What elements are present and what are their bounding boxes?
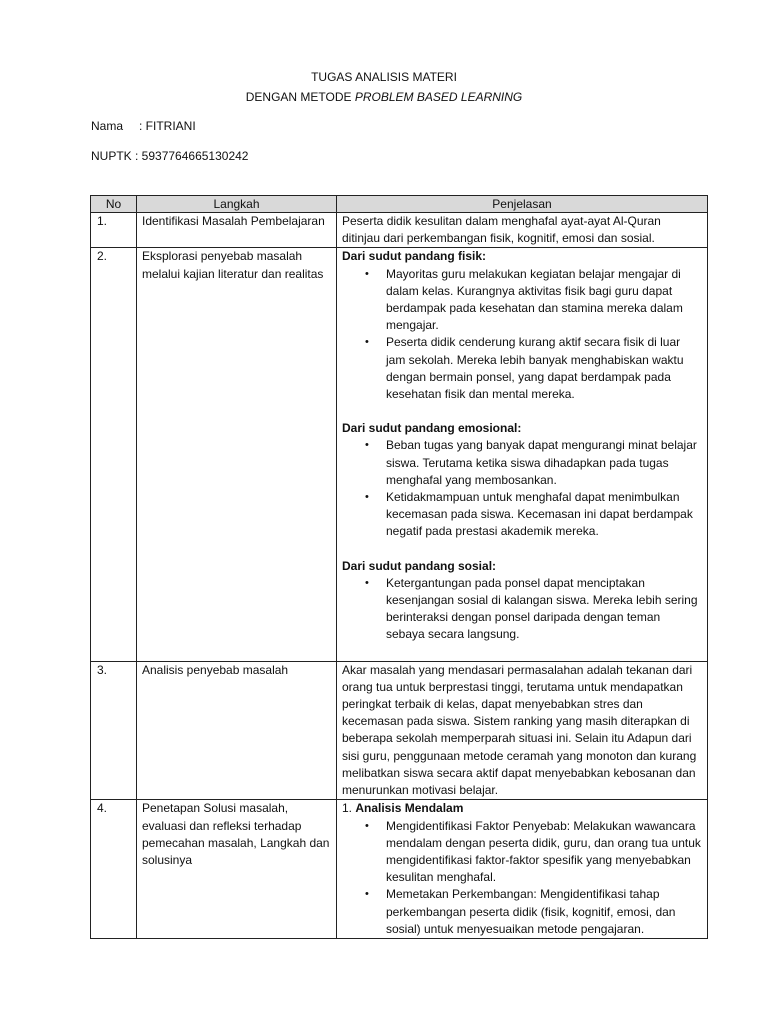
nuptk-line [91, 148, 248, 165]
bullet-list [342, 266, 702, 404]
bullet-list [342, 437, 702, 540]
section-heading: Dari sudut pandang emosional: [342, 421, 522, 436]
bullet-item: • Beban tugas yang banyak dapat mengurangi minat belajar siswa. Terutama ketika siswa dihadapkan pada tugas menghafal yang membosankan. [386, 437, 702, 489]
table-row [91, 213, 708, 248]
name-label: Nama [91, 119, 124, 133]
bullet-item: • Ketergantungan pada ponsel dapat menciptakan kesenjangan sosial di kalangan siswa. Mereka lebih sering berinteraksi dengan ponsel daripada dengan teman sebaya secara langsung. [386, 575, 702, 644]
heading-text: Analisis Mendalam [355, 801, 464, 816]
row-explanation: Peserta didik kesulitan dalam menghafal ayat-ayat Al-Quran ditinjau dari perkembangan fisik, kognitif, emosi dan sosial. [337, 213, 708, 248]
section-heading [342, 800, 702, 817]
table-row [91, 800, 708, 939]
subtitle-method: PROBLEM BASED LEARNING [354, 90, 523, 104]
row-number: 2. [91, 248, 137, 661]
bullet-list [342, 575, 702, 644]
row-number: 1. [91, 213, 137, 248]
bullet-list [342, 818, 702, 938]
row-step: Penetapan Solusi masalah, evaluasi dan refleksi terhadap pemecahan masalah, Langkah dan solusinya [137, 800, 337, 939]
name-value: : FITRIANI [139, 119, 196, 133]
row-explanation [337, 800, 708, 939]
nuptk-label: NUPTK [91, 149, 132, 163]
row-step: Eksplorasi penyebab masalah melalui kajian literatur dan realitas [137, 248, 337, 661]
nuptk-value: : 5937764665130242 [135, 149, 249, 163]
heading-number: 1. [342, 801, 356, 816]
row-step: Analisis penyebab masalah [137, 661, 337, 800]
row-number: 4. [91, 800, 137, 939]
table-header-row [91, 196, 708, 213]
document-title: TUGAS ANALISIS MATERI [311, 70, 457, 84]
header-penjelasan: Penjelasan [337, 196, 708, 213]
bullet-item: • Memetakan Perkembangan: Mengidentifikasi tahap perkembangan peserta didik (fisik, kognitif, emosi, dan sosial) untuk menyesuaikan metode pengajaran. [386, 886, 702, 938]
header-langkah: Langkah [137, 196, 337, 213]
row-explanation: Akar masalah yang mendasari permasalahan adalah tekanan dari orang tua untuk berprestasi tinggi, terutama untuk mendapatkan peringkat terbaik di kelas, dapat menyebabkan stres dan kecemasan pada siswa. Sistem ranking yang masih diterapkan di beberapa sekolah memperparah situasi ini. Selain itu Adapun dari sisi guru, penggunaan metode ceramah yang monoton dan kurang melibatkan siswa secara aktif dapat menyebabkan kebosanan dan menurunkan motivasi belajar. [337, 661, 708, 800]
row-explanation [337, 248, 708, 661]
analysis-table [90, 195, 708, 939]
document-subtitle [0, 89, 768, 106]
bullet-item: • Peserta didik cenderung kurang aktif secara fisik di luar jam sekolah. Mereka lebih banyak menghabiskan waktu dengan bermain ponsel, yang dapat berdampak pada kesehatan fisik dan mental mereka. [386, 334, 702, 403]
bullet-item: • Mayoritas guru melakukan kegiatan belajar mengajar di dalam kelas. Kurangnya aktivitas fisik bagi guru dapat berdampak pada kesehatan dan stamina mereka dalam mengajar. [386, 266, 702, 335]
bullet-item: • Mengidentifikasi Faktor Penyebab: Melakukan wawancara mendalam dengan peserta didik, guru, dan orang tua untuk mengidentifikasi faktor-faktor spesifik yang menyebabkan kesulitan menghafal. [386, 818, 702, 887]
section-heading: Dari sudut pandang sosial: [342, 558, 497, 573]
header-no: No [91, 196, 137, 213]
name-line [91, 118, 196, 135]
row-number: 3. [91, 661, 137, 800]
section-heading: Dari sudut pandang fisik: [342, 249, 487, 264]
table-row [91, 661, 708, 800]
table-row [91, 248, 708, 661]
subtitle-prefix: DENGAN METODE [245, 90, 355, 104]
bullet-item: • Ketidakmampuan untuk menghafal dapat menimbulkan kecemasan pada siswa. Kecemasan ini dapat berdampak negatif pada prestasi akademik mereka. [386, 489, 702, 541]
row-step: Identifikasi Masalah Pembelajaran [137, 213, 337, 248]
